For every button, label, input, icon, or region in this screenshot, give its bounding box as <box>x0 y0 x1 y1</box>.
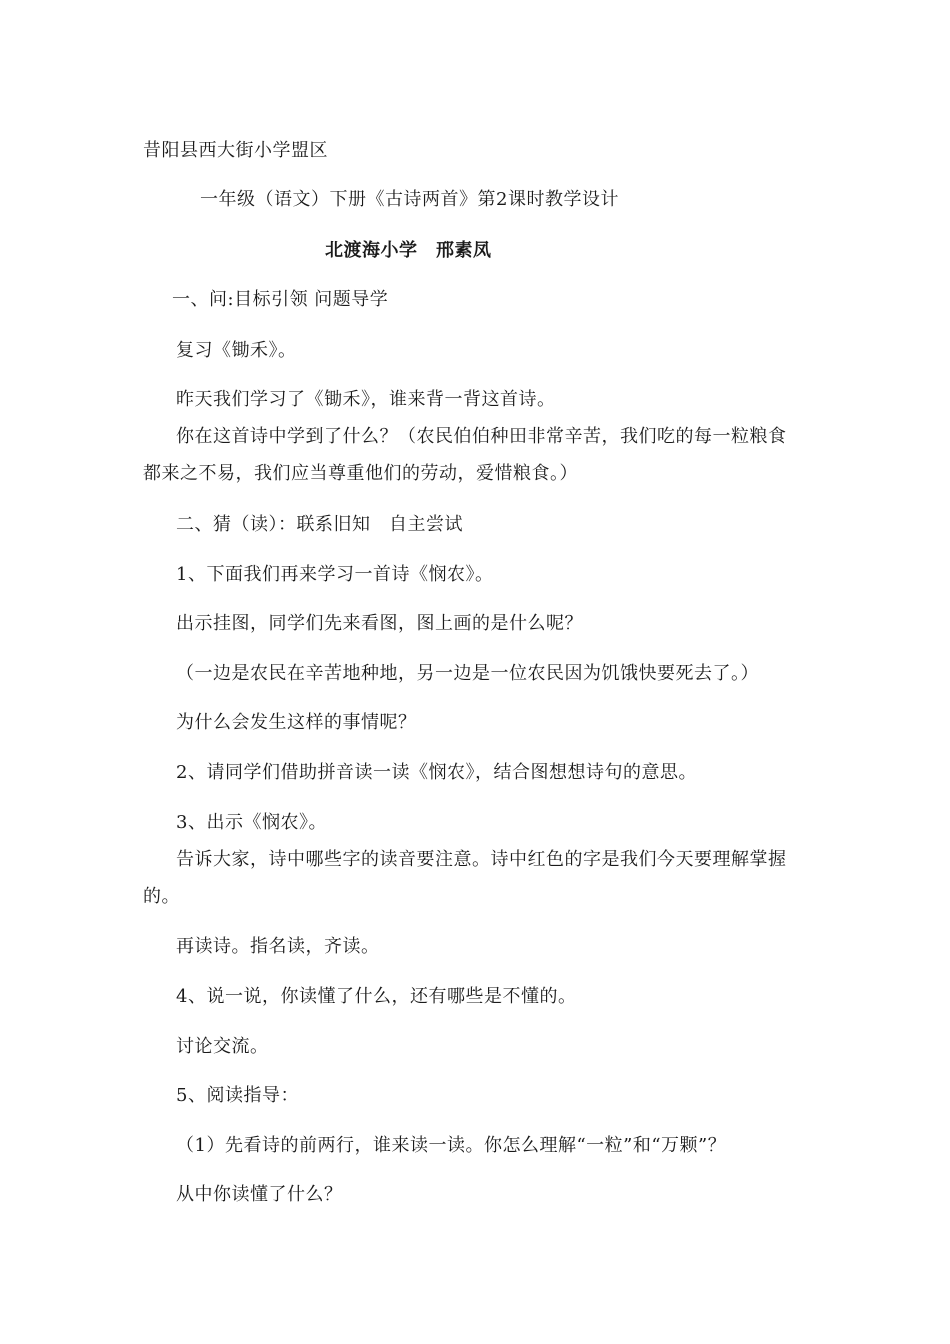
paragraph-continuation: 都来之不易，我们应当尊重他们的劳动，爱惜粮食。） <box>143 463 578 484</box>
school-header: 昔阳县西大街小学盟区 <box>143 140 328 161</box>
author-line: 北渡海小学 邢素凤 <box>325 240 492 261</box>
paragraph: 5、阅读指导： <box>176 1085 299 1106</box>
paragraph: （1）先看诗的前两行，谁来读一读。你怎么理解“一粒”和“万颗”？ <box>176 1135 727 1156</box>
paragraph-continuation: 的。 <box>143 886 180 907</box>
paragraph: 你在这首诗中学到了什么？（农民伯伯种田非常辛苦，我们吃的每一粒粮食 <box>176 426 787 447</box>
section-heading: 二、猜（读）：联系旧知 自主尝试 <box>176 514 463 535</box>
paragraph: 4、说一说，你读懂了什么，还有哪些是不懂的。 <box>176 986 577 1007</box>
section-heading: 一、问:目标引领 问题导学 <box>172 289 389 310</box>
paragraph: （一边是农民在辛苦地种地，另一边是一位农民因为饥饿快要死去了。） <box>176 663 759 684</box>
paragraph: 为什么会发生这样的事情呢？ <box>176 712 417 733</box>
document-title: 一年级（语文）下册《古诗两首》第2课时教学设计 <box>200 189 619 210</box>
paragraph: 3、出示《悯农》。 <box>176 812 327 833</box>
paragraph: 1、下面我们再来学习一首诗《悯农》。 <box>176 564 494 585</box>
paragraph: 昨天我们学习了《锄禾》，谁来背一背这首诗。 <box>176 389 556 410</box>
paragraph: 再读诗。指名读，齐读。 <box>176 936 380 957</box>
paragraph: 告诉大家，诗中哪些字的读音要注意。诗中红色的字是我们今天要理解掌握 <box>176 849 787 870</box>
paragraph: 讨论交流。 <box>176 1036 269 1057</box>
paragraph: 复习《锄禾》。 <box>176 340 297 361</box>
paragraph: 从中你读懂了什么？ <box>176 1184 343 1205</box>
paragraph: 出示挂图，同学们先来看图，图上画的是什么呢？ <box>176 613 583 634</box>
paragraph: 2、请同学们借助拼音读一读《悯农》，结合图想想诗句的意思。 <box>176 762 697 783</box>
